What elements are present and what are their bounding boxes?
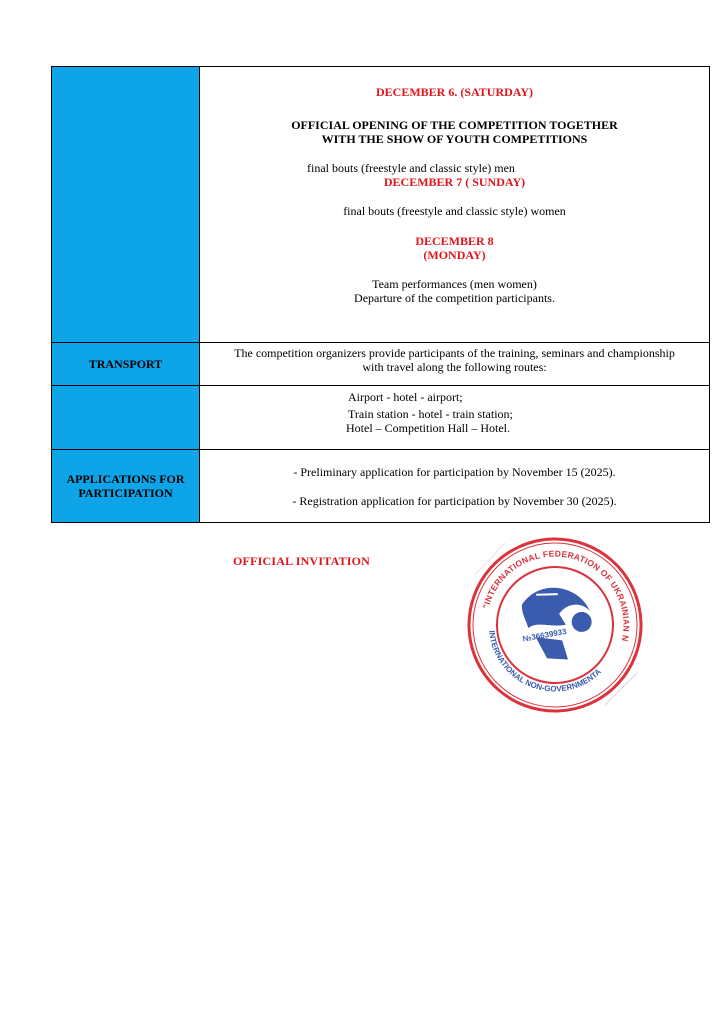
application-registration: - Registration application for participation by November 30 (2025). (292, 494, 617, 508)
day3-event2: Departure of the competition participants. (354, 291, 555, 305)
routes-cell (200, 386, 710, 450)
svg-text:№36639933: №36639933 (521, 626, 568, 644)
applications-cell (200, 450, 710, 523)
schedule-cell (200, 67, 710, 343)
applications-label-line1: APPLICATIONS FOR (66, 472, 185, 486)
official-invitation: OFFICIAL INVITATION (233, 554, 371, 568)
schedule-side-cell (52, 67, 200, 343)
federation-stamp (455, 525, 655, 725)
day3-event1: Team performances (men women) (372, 277, 537, 291)
stamp-icon (455, 525, 655, 725)
program-table (51, 66, 710, 523)
transport-intro-line2: with travel along the following routes: (362, 360, 547, 374)
application-preliminary: - Preliminary application for participation by November 15 (2025). (293, 465, 616, 479)
day1-heading: DECEMBER 6. (SATURDAY) (375, 85, 533, 99)
route-2: Train station - hotel - train station; (348, 407, 513, 421)
route-1: Airport - hotel - airport; (348, 390, 463, 404)
opening-line2: WITH THE SHOW OF YOUTH COMPETITIONS (321, 132, 588, 146)
day3-heading-line2: (MONDAY) (423, 248, 486, 262)
applications-label-line2: PARTICIPATION (78, 486, 173, 500)
day2-event: final bouts (freestyle and classic style) women (343, 204, 566, 218)
route-3: Hotel – Competition Hall – Hotel. (346, 421, 510, 435)
applications-label-cell (52, 450, 200, 523)
transport-intro-cell (200, 343, 710, 386)
routes-side-cell (52, 386, 200, 450)
opening-line1: OFFICIAL OPENING OF THE COMPETITION TOGETHER (291, 118, 618, 132)
day1-event: final bouts (freestyle and classic style) men (307, 161, 515, 175)
day3-heading-line1: DECEMBER 8 (415, 234, 494, 248)
svg-text:"INTERNATIONAL FEDERATION OF U: "INTERNATIONAL FEDERATION OF UKRAINIAN NATIONAL (480, 548, 632, 643)
svg-text:INTERNATIONAL NON-GOVERNMENTAL: INTERNATIONAL NON-GOVERNMENTAL (487, 630, 603, 694)
day2-heading: DECEMBER 7 ( SUNDAY) (383, 175, 526, 189)
transport-label-cell (52, 343, 200, 386)
transport-label: TRANSPORT (88, 357, 163, 371)
transport-intro-line1: The competition organizers provide participants of the training, seminars and championship (234, 346, 675, 360)
